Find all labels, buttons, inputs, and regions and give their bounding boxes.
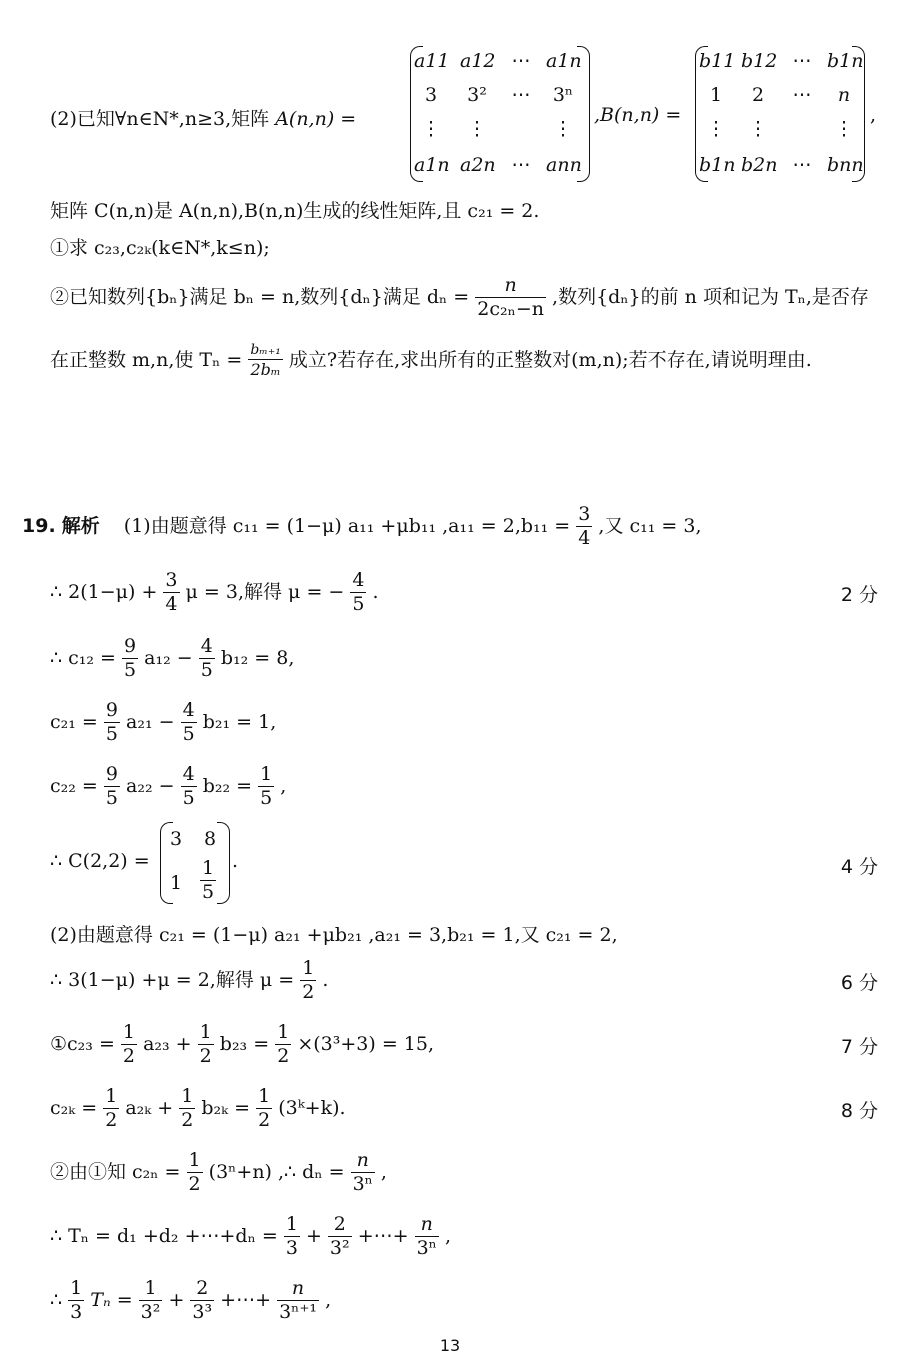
s5-frac-c [258, 764, 274, 810]
matrix-b-cell-1-1: b11 [699, 50, 736, 72]
matrix-a-cell-3-2: ⋮ [467, 118, 487, 140]
mc22-den: 5 [202, 880, 215, 903]
p2-6-f3 [415, 1214, 439, 1260]
s3-rest2: b₁₂ = 8, [220, 647, 295, 669]
s1-end: ,又 c₁₁ = 3, [598, 515, 702, 537]
matrix-a-cell-4-2: a2n [460, 154, 496, 176]
s2-frac2-den: 5 [352, 593, 365, 616]
problem-q2-line1 [50, 275, 869, 321]
matrix-b-cell-3-1: ⋮ [706, 118, 726, 140]
matrix-c-right-bracket [217, 822, 230, 904]
p2-7-a: ∴ [50, 1289, 63, 1311]
p2-6-dots: +⋯+ [357, 1225, 409, 1247]
s5-fb-num: 4 [182, 763, 195, 786]
s1-text: (1)由题意得 c₁₁ = (1−μ) a₁₁ +μb₁₁ ,a₁₁ = 2,b₁₁ = [123, 515, 571, 537]
p2-7-b: Tₙ = [90, 1289, 133, 1311]
solution-line3 [50, 636, 294, 682]
matrix-a-cell-4-3: ⋯ [511, 154, 531, 176]
solution-p2-line6 [50, 1214, 451, 1260]
p2-3-f3 [275, 1022, 291, 1068]
p2-4-c: b₂ₖ = [201, 1097, 251, 1119]
p2-5-a: ②由①知 c₂ₙ = [50, 1161, 181, 1183]
q2-frac-den: 2c₂ₙ−n [477, 297, 544, 320]
p2-3-f1-den: 2 [122, 1045, 136, 1068]
p2-7-plus: + [168, 1289, 185, 1311]
q2-fraction2 [248, 343, 283, 380]
matrix-a-cell-3-4: ⋮ [553, 118, 573, 140]
s5-fb-den: 5 [182, 787, 195, 810]
s5-frac-b [181, 764, 197, 810]
p2-5-f2 [351, 1150, 375, 1196]
p2-2-den: 2 [302, 981, 315, 1004]
s5-text: c₂₂ = [50, 775, 98, 797]
p2-3-f1-num: 1 [122, 1021, 136, 1044]
problem-q2-line2 [50, 340, 812, 380]
solution-p2-line1: (2)由题意得 c₂₁ = (1−μ) a₂₁ +μb₂₁ ,a₂₁ = 3,b₂₁ = 1,又 c₂₁ = 2, [50, 924, 618, 946]
p2-7-f1-den: 3² [140, 1301, 161, 1324]
s2-fraction2 [350, 570, 366, 616]
score-6: 6 分 [840, 972, 878, 994]
solution-p2-line5 [50, 1150, 387, 1196]
p2-5-f1 [187, 1150, 203, 1196]
solution-p2-line7 [50, 1278, 331, 1324]
p2-2-frac [300, 958, 316, 1004]
p2-4-a: c₂ₖ = [50, 1097, 98, 1119]
p2-6-f1 [284, 1214, 300, 1260]
q2-fraction [475, 275, 546, 321]
matrix-a-cell-2-2: 3² [467, 84, 487, 106]
s6-end: . [232, 850, 239, 872]
matrix-b-label: ,B(n,n) = [594, 104, 682, 126]
p2-7-f2-den: 3³ [192, 1301, 213, 1324]
p2-7-f2 [190, 1278, 214, 1324]
trailing-comma: , [870, 104, 877, 126]
q2-text-c: 在正整数 m,n,使 Tₙ = [50, 349, 243, 371]
p2-7-f1 [139, 1278, 163, 1324]
p2-6-f1-den: 3 [285, 1237, 298, 1260]
solution-p2-line2 [50, 958, 328, 1004]
p2-3-b: a₂₃ + [143, 1033, 192, 1055]
score-4: 4 分 [840, 856, 878, 878]
s5-fc-den: 5 [260, 787, 273, 810]
matrix-b-cell-2-4: n [837, 84, 851, 106]
matrix-a-cell-3-1: ⋮ [421, 118, 441, 140]
s2-frac-num: 3 [165, 569, 178, 592]
matrix-b-cell-1-4: b1n [827, 50, 864, 72]
solution-line6 [50, 850, 150, 872]
s5-fa-num: 9 [105, 763, 118, 786]
p2-6-a: ∴ Tₙ = d₁ +d₂ +⋯+dₙ = [50, 1225, 278, 1247]
solution-line4 [50, 700, 276, 746]
matrix-a [410, 46, 590, 184]
s3-rest: a₁₂ − [144, 647, 193, 669]
s2-text-b: μ = 3,解得 μ = − [185, 581, 345, 603]
matrix-b-cell-1-3: ⋯ [792, 50, 812, 72]
q2-text-a: ②已知数列{bₙ}满足 bₙ = n,数列{dₙ}满足 dₙ = [50, 285, 470, 308]
p2-7-end: , [325, 1289, 332, 1311]
solution-p2-line4 [50, 1086, 346, 1132]
matrix-b-cell-2-2: 2 [751, 84, 765, 106]
p2-5-f1-num: 1 [188, 1149, 201, 1172]
matrix-a-cell-2-1: 3 [424, 84, 438, 106]
matrix-b-cell-2-3: ⋯ [792, 84, 812, 106]
s3-frac-b [199, 636, 215, 682]
p2-2-num: 1 [302, 957, 315, 980]
p2-4-f3-den: 2 [258, 1109, 271, 1132]
problem-q1: ①求 c₂₃,c₂ₖ(k∈N*,k≤n); [50, 237, 270, 259]
s3-fa-den: 5 [124, 659, 137, 682]
matrix-a-cell-2-4: 3ⁿ [552, 84, 574, 106]
q2-frac2-num: bₘ₊₁ [250, 341, 281, 358]
matrix-b-cell-4-1: b1n [699, 154, 736, 176]
p2-6-f2 [328, 1214, 352, 1260]
matrix-b [695, 46, 865, 184]
s4-text: c₂₁ = [50, 711, 98, 733]
s5-fc-num: 1 [260, 763, 273, 786]
p2-4-f2-num: 1 [181, 1085, 194, 1108]
p2-7-f3-den: 3ⁿ⁺¹ [279, 1301, 318, 1324]
s6-text: ∴ C(2,2) = [50, 850, 150, 872]
s4-fa-den: 5 [105, 723, 118, 746]
p2-3-f2-den: 2 [199, 1045, 212, 1068]
p2-7-f2-num: 2 [196, 1277, 209, 1300]
s4-frac-a [104, 700, 120, 746]
score-2: 2 分 [840, 584, 878, 606]
solution-p2-line3 [50, 1022, 434, 1068]
p2-4-f1-num: 1 [105, 1085, 118, 1108]
p2-5-b: (3ⁿ+n) ,∴ dₙ = [208, 1161, 345, 1183]
matrix-a-cell-4-1: a1n [414, 154, 450, 176]
p2-7-f3-num: n [291, 1277, 305, 1300]
p2-5-c: , [380, 1161, 387, 1183]
s3-text: ∴ c₁₂ = [50, 647, 116, 669]
s2-frac-den: 4 [165, 593, 178, 616]
p2-4-f1-den: 2 [105, 1109, 118, 1132]
score-8: 8 分 [840, 1100, 878, 1122]
s4-fb-num: 4 [182, 699, 195, 722]
s5-frac-a [104, 764, 120, 810]
matrix-b-cell-3-2: ⋮ [748, 118, 768, 140]
s5-end: , [280, 775, 287, 797]
matrix-b-cell-4-3: ⋯ [792, 154, 812, 176]
score-7: 7 分 [840, 1036, 878, 1058]
p2-7-f0 [68, 1278, 84, 1324]
matrix-c-cell-12: 8 [204, 828, 217, 850]
s3-fa-num: 9 [124, 635, 137, 658]
s2-text-a: ∴ 2(1−μ) + [50, 581, 158, 603]
p2-6-f1-num: 1 [285, 1213, 298, 1236]
p2-6-f3-den: 3ⁿ [416, 1237, 437, 1260]
s5-fa-den: 5 [105, 787, 118, 810]
p2-5-f2-den: 3ⁿ [352, 1173, 373, 1196]
matrix-a-cell-1-3: ⋯ [511, 50, 531, 72]
s2-fraction [163, 570, 179, 616]
p2-7-f1-num: 1 [144, 1277, 157, 1300]
s4-rest: a₂₁ − [126, 711, 175, 733]
matrix-a-cell-2-3: ⋯ [511, 84, 531, 106]
solution-line5 [50, 764, 286, 810]
matrix-b-cell-4-4: bnn [827, 154, 864, 176]
s1-frac-num: 3 [578, 503, 591, 526]
matrix-b-cell-3-4: ⋮ [834, 118, 854, 140]
s2-frac2-num: 4 [352, 569, 365, 592]
p2-4-f3 [256, 1086, 272, 1132]
matrix-c [160, 822, 230, 904]
mc22-num: 1 [202, 857, 215, 879]
p2-7-f0-den: 3 [70, 1301, 83, 1324]
p2-7-f0-num: 1 [70, 1277, 83, 1300]
q2-text-b: ,数列{dₙ}的前 n 项和记为 Tₙ,是否存 [552, 285, 869, 308]
p2-4-f2 [179, 1086, 195, 1132]
p2-3-f2 [198, 1022, 214, 1068]
problem-line2: 矩阵 C(n,n)是 A(n,n),B(n,n)生成的线性矩阵,且 c₂₁ = 2. [50, 200, 540, 222]
s5-rest: a₂₂ − [126, 775, 175, 797]
problem-part2-intro [50, 104, 356, 131]
q2-text-d: 成立?若存在,求出所有的正整数对(m,n);若不存在,请说明理由. [288, 349, 812, 371]
p2-3-a: ①c₂₃ = [50, 1033, 115, 1055]
s4-frac-b [181, 700, 197, 746]
p2-7-f3 [277, 1278, 319, 1324]
p2-3-d: ×(3³+3) = 15, [297, 1033, 435, 1055]
p2-3-f3-den: 2 [277, 1045, 290, 1068]
p2-3-f1 [121, 1022, 137, 1068]
page-number: 13 [439, 1336, 461, 1355]
q2-frac-num: n [504, 274, 517, 296]
matrix-c-cell-11: 3 [170, 828, 183, 850]
solution-line1 [22, 504, 702, 550]
matrix-b-cell-4-2: b2n [741, 154, 778, 176]
s1-fraction [576, 504, 592, 550]
s3-fb-den: 5 [200, 659, 213, 682]
p2-4-f1 [103, 1086, 119, 1132]
matrix-a-cell-1-1: a11 [414, 50, 450, 72]
matrix-a-cell-1-2: a12 [460, 50, 496, 72]
s5-rest2: b₂₂ = [202, 775, 253, 797]
solution-line2 [50, 570, 379, 616]
solution-label: 解析 [61, 515, 100, 537]
matrix-a-cell-4-4: ann [546, 154, 582, 176]
part2-intro-text: (2)已知∀n∈N*,n≥3,矩阵 [50, 108, 270, 130]
s3-frac-a [122, 636, 138, 682]
p2-5-f1-den: 2 [188, 1173, 201, 1196]
p2-4-f3-num: 1 [258, 1085, 271, 1108]
matrix-a-label: A(n,n) = [275, 108, 357, 130]
matrix-c-cell-22 [200, 858, 216, 904]
p2-2-text: ∴ 3(1−μ) +μ = 2,解得 μ = [50, 969, 295, 991]
q2-frac2-den: 2bₘ [248, 359, 283, 379]
s3-fb-num: 4 [200, 635, 213, 658]
s1-frac-den: 4 [578, 527, 591, 550]
matrix-a-cell-1-4: a1n [546, 50, 582, 72]
p2-5-f2-num: n [356, 1149, 369, 1172]
p2-6-f2-num: 2 [333, 1213, 346, 1236]
s4-fb-den: 5 [182, 723, 195, 746]
matrix-c-cell-21: 1 [170, 872, 183, 894]
p2-4-d: (3ᵏ+k). [278, 1097, 346, 1119]
s4-rest2: b₂₁ = 1, [202, 711, 277, 733]
p2-4-b: a₂ₖ + [125, 1097, 174, 1119]
s4-fa-num: 9 [105, 699, 118, 722]
solution-number: 19. [22, 515, 56, 537]
p2-7-dots: +⋯+ [220, 1289, 272, 1311]
p2-3-f3-num: 1 [277, 1021, 290, 1044]
p2-6-end: , [444, 1225, 451, 1247]
matrix-b-cell-1-2: b12 [741, 50, 778, 72]
p2-3-c: b₂₃ = [219, 1033, 270, 1055]
p2-6-plus: + [305, 1225, 322, 1247]
p2-3-f2-num: 1 [199, 1021, 212, 1044]
p2-2-end: . [322, 969, 329, 991]
matrix-b-cell-2-1: 1 [709, 84, 723, 106]
p2-4-f2-den: 2 [181, 1109, 194, 1132]
p2-6-f3-num: n [420, 1213, 433, 1236]
s2-text-c: . [372, 581, 379, 603]
p2-6-f2-den: 3² [329, 1237, 350, 1260]
